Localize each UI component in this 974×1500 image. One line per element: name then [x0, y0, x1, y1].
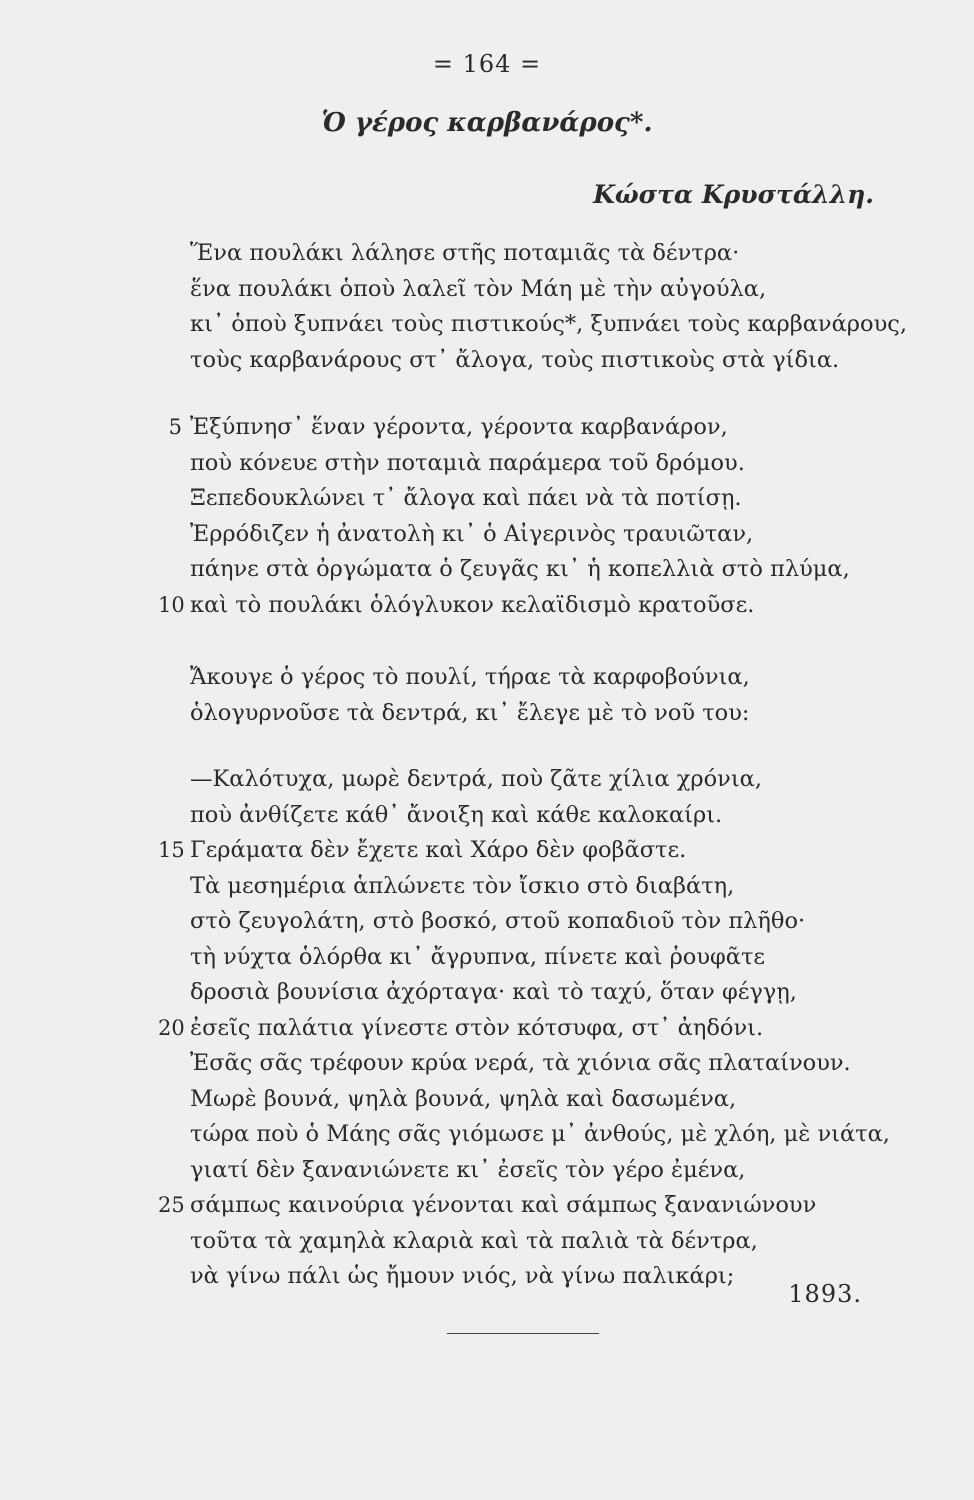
verse-line: [168, 410, 930, 446]
verse-text: ἐσεῖς παλάτια γίνεστε στὸν κότσυφα, στ᾽ ἀηδόνι.: [190, 1014, 764, 1041]
verse-line: [190, 869, 930, 905]
verse-line: [190, 1046, 930, 1082]
verse-text: —Καλότυχα, μωρὲ δεντρά, ποὺ ζᾶτε χίλια χρόνια,: [190, 766, 762, 792]
line-number: 10: [158, 592, 185, 617]
verse-line: [158, 833, 930, 869]
verse-line: [190, 696, 930, 732]
verse-text: τοῦτα τὰ χαμηλὰ κλαριὰ καὶ τὰ παλιὰ τὰ δέντρα,: [190, 1227, 758, 1254]
verse-text: ποὺ κόνευε στὴν ποταμιὰ παράμερα τοῦ δρόμου.: [190, 449, 745, 476]
page-number: = 164 =: [432, 50, 542, 78]
verse-text: νὰ γίνω πάλι ὡς ἤμουν νιός, νὰ γίνω παλικάρι;: [190, 1263, 735, 1289]
verse-line: [190, 904, 930, 940]
verse-line: [190, 307, 930, 343]
verse-line: [190, 1153, 930, 1189]
line-number: 15: [158, 838, 185, 862]
verse-text: Ξεπεδουκλώνει τ᾽ ἄλογα καὶ πάει νὰ τὰ ποτίσῃ.: [190, 485, 742, 511]
verse-line: [190, 762, 930, 798]
verse-line: [190, 343, 930, 379]
verse-line: [190, 1117, 930, 1153]
stanza-3: [190, 660, 930, 731]
verse-text: τοὺς καρβανάρους στ᾽ ἄλογα, τοὺς πιστικοὺς στὰ γίδια.: [190, 346, 840, 373]
verse-text: ἕνα πουλάκι ὁποὺ λαλεῖ τὸν Μάη μὲ τὴν αὐγούλα,: [190, 275, 767, 302]
verse-text: Γεράματα δὲν ἔχετε καὶ Χάρο δὲν φοβᾶστε.: [190, 837, 687, 863]
verse-text: Μωρὲ βουνά, ψηλὰ βουνά, ψηλὰ καὶ δασωμένα,: [190, 1085, 737, 1112]
stanza-1: [190, 236, 930, 378]
poem-author: Κώστα Κρυστάλλη.: [593, 180, 874, 209]
verse-text: δροσιὰ βουνίσια ἀχόρταγα· καὶ τὸ ταχύ, ὅταν φέγγῃ,: [190, 979, 797, 1005]
verse-line: [190, 1082, 930, 1118]
verse-line: [190, 552, 930, 588]
verse-line: [158, 588, 930, 624]
verse-text: Ἕνα πουλάκι λάλησε στῆς ποταμιᾶς τὰ δέντρα·: [190, 240, 740, 266]
poem-date: 1893.: [788, 1280, 862, 1308]
verse-line: [190, 975, 930, 1011]
verse-line: [190, 481, 930, 517]
verse-line: [190, 236, 930, 272]
verse-line: [190, 940, 930, 976]
verse-text: ὁλογυρνοῦσε τὰ δεντρά, κι᾽ ἔλεγε μὲ τὸ νοῦ του:: [190, 699, 750, 726]
verse-line: [158, 1188, 930, 1224]
line-number: 5: [168, 415, 182, 439]
verse-text: πάηνε στὰ ὀργώματα ὁ ζευγᾶς κι᾽ ἡ κοπελλιὰ στὸ πλύμα,: [190, 556, 850, 582]
verse-text: καὶ τὸ πουλάκι ὁλόγλυκον κελαϊδισμὸ κρατοῦσε.: [190, 591, 755, 618]
verse-text: τώρα ποὺ ὁ Μάης σᾶς γιόμωσε μ᾽ ἀνθούς, μὲ χλόη, μὲ νιάτα,: [190, 1121, 890, 1147]
verse-line: [190, 798, 930, 834]
line-number: 25: [158, 1193, 185, 1217]
verse-text: Ἐρρόδιζεν ἡ ἀνατολὴ κι᾽ ὁ Αἰγερινὸς τραυιῶταν,: [190, 520, 754, 547]
verse-text: Τὰ μεσημέρια ἁπλώνετε τὸν ἴσκιο στὸ διαβάτη,: [190, 872, 735, 899]
verse-text: ποὺ ἀνθίζετε κάθ᾽ ἄνοιξη καὶ κάθε καλοκαίρι.: [190, 801, 723, 828]
verse-line: [190, 517, 930, 553]
stanza-2: [158, 410, 930, 623]
verse-line: [158, 1011, 930, 1047]
verse-text: Ἐσᾶς σᾶς τρέφουν κρύα νερά, τὰ χιόνια σᾶς πλαταίνουν.: [190, 1050, 851, 1076]
verse-line: [190, 272, 930, 308]
verse-line: [190, 1224, 930, 1260]
end-rule: [447, 1333, 599, 1334]
line-number: 20: [158, 1015, 185, 1040]
verse-text: σάμπως καινούρια γένονται καὶ σάμπως ξανανιώνουν: [190, 1192, 817, 1218]
stanza-4: [158, 762, 930, 1295]
verse-text: στὸ ζευγολάτη, στὸ βοσκό, στοῦ κοπαδιοῦ τὸν πλῆθο·: [190, 908, 806, 934]
verse-text: τὴ νύχτα ὁλόρθα κι᾽ ἄγρυπνα, πίνετε καὶ ῥουφᾶτε: [190, 943, 766, 970]
verse-line: [190, 660, 930, 696]
verse-text: Ἐξύπνησ᾽ ἕναν γέροντα, γέροντα καρβανάρον,: [190, 414, 728, 440]
verse-text: κι᾽ ὁποὺ ξυπνάει τοὺς πιστικούς*, ξυπνάει τοὺς καρβανάρους,: [190, 311, 908, 337]
verse-text: γιατί δὲν ξανανιώνετε κι᾽ ἐσεῖς τὸν γέρο ἐμένα,: [190, 1156, 746, 1183]
verse-line: [190, 446, 930, 482]
verse-text: Ἄκουγε ὁ γέρος τὸ πουλί, τήραε τὰ καρφοβούνια,: [190, 664, 750, 690]
poem-title: Ὁ γέρος καρβανάρος*.: [321, 108, 653, 138]
